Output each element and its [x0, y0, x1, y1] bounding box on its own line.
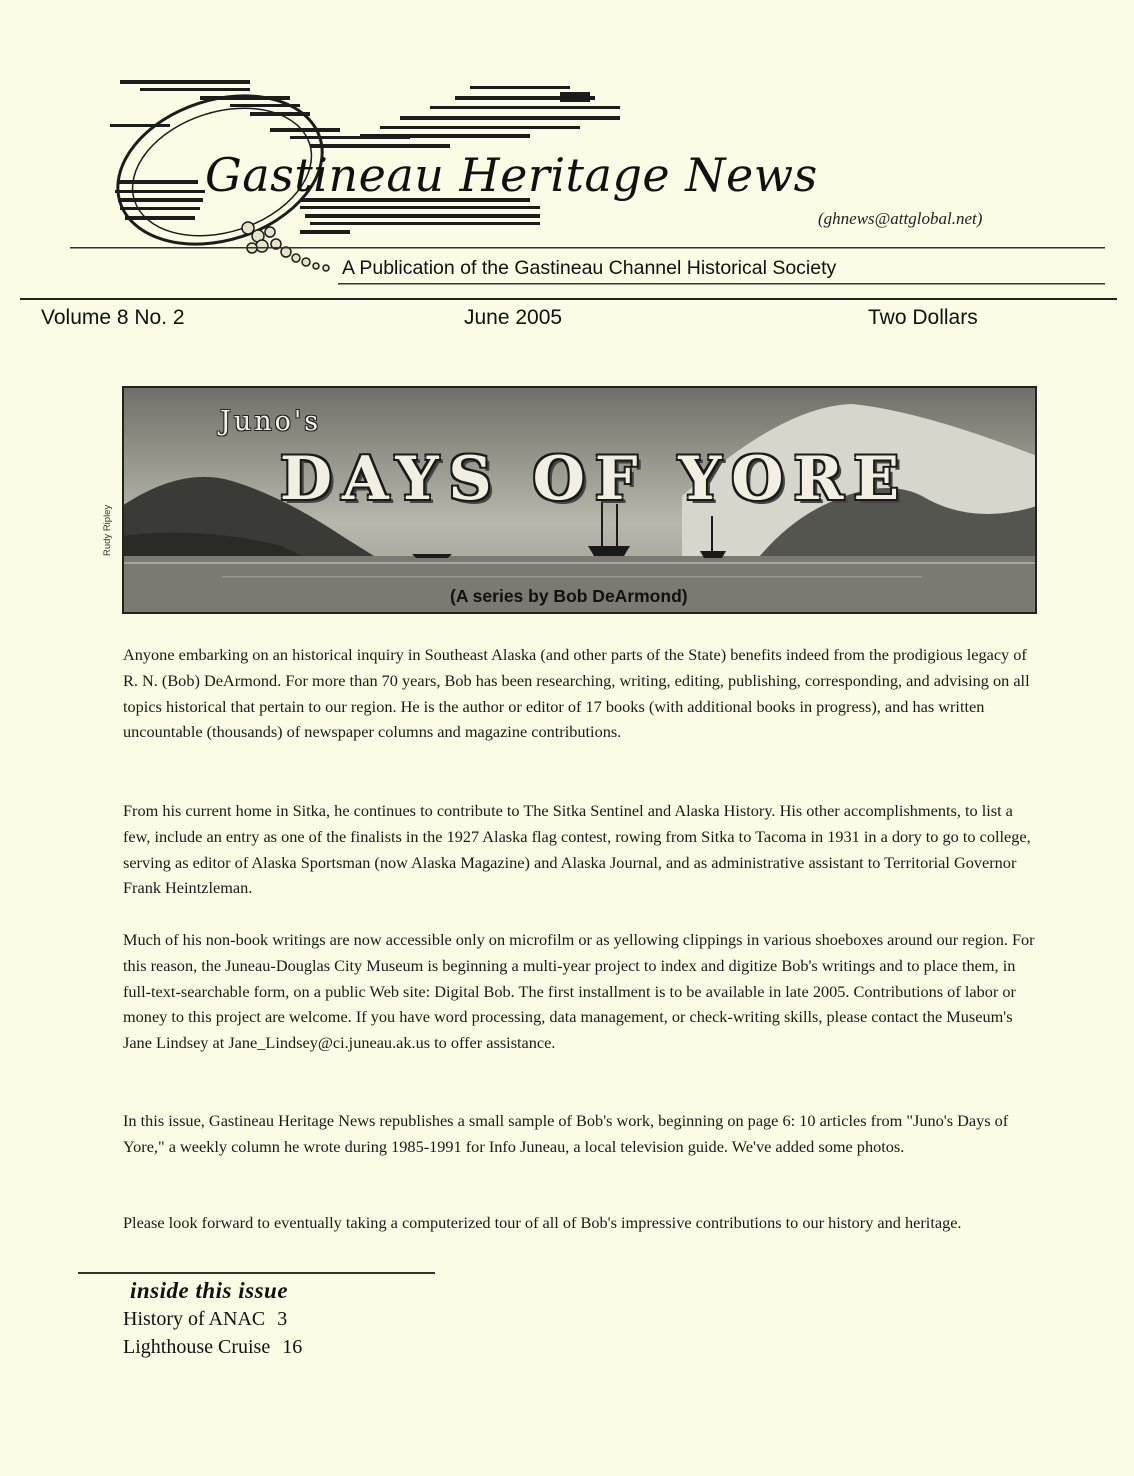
- banner-title: DAYS OF YORE: [280, 444, 910, 514]
- issue-date: June 2005: [464, 306, 563, 329]
- paragraph-5: Please look forward to eventually taking a computerized tour of all of Bob's impressive contributions to our history and heritage.: [123, 1213, 962, 1232]
- toc-item-page: 16: [282, 1336, 303, 1358]
- photo-credit: Rudy Ripley: [102, 504, 113, 556]
- paragraph-2: From his current home in Sitka, he continues to contribute to The Sitka Sentinel and Alaska History. His other accomplishments, to list a few, include an entry as one of the finalists in the 1927 Alaska flag contest, rowing from Sitka to Tacoma in 1931 in a dory to go to college, serving as editor of Alaska Sportsman (now Alaska Magazine) and Alaska Journal, and as administrative assistant to Territorial Governor Frank Heintzleman.: [123, 801, 1031, 898]
- contact-email[interactable]: (ghnews@attglobal.net): [818, 209, 983, 228]
- newsletter-title: Gastineau Heritage News: [205, 148, 818, 202]
- toc-item[interactable]: [123, 1308, 287, 1331]
- toc-item-title: Lighthouse Cruise: [123, 1336, 271, 1358]
- paragraph-4: In this issue, Gastineau Heritage News republishes a small sample of Bob's work, beginning on page 6: 10 articles from "Juno's Days of Yore," a weekly column he wrote during 1985-1991 for Info Juneau, a local television guide. We've added some photos.: [123, 1111, 1009, 1156]
- toc-item-page: 3: [277, 1308, 288, 1330]
- inside-divider: [78, 1272, 435, 1274]
- banner-subtitle: (A series by Bob DeArmond): [450, 586, 688, 606]
- paragraph-3: Much of his non-book writings are now accessible only on microfilm or as yellowing clippings in various shoeboxes around our region. For this reason, the Juneau-Douglas City Museum is beginning a multi-year project to index and digitize Bob's writings and to place them, in full-text-searchable form, on a public Web site: Digital Bob. The first installment is to be available in late 2005. Contributions of labor or money to this project are welcome. If you have word processing, data management, or check-writing skills, please contact the Museum's Jane Lindsey at Jane_Lindsey@ci.juneau.ak.us to offer assistance.: [123, 930, 1035, 1053]
- paragraph-1: Anyone embarking on an historical inquiry in Southeast Alaska (and other parts of the State) benefits indeed from the prodigious legacy of R. N. (Bob) DeArmond. For more than 70 years, Bob has been researching, writing, editing, publishing, corresponding, and advising on all topics historical that pertain to our region. He is the author or editor of 17 books (with additional books in progress), and has written uncountable (thousands) of newspaper columns and magazine contributions.: [123, 645, 1030, 742]
- toc-item[interactable]: [123, 1336, 302, 1359]
- inside-heading: inside this issue: [130, 1278, 289, 1303]
- toc-item-title: History of ANAC: [123, 1308, 266, 1330]
- banner-prefix: Juno's: [220, 406, 322, 437]
- issue-volume: Volume 8 No. 2: [41, 306, 185, 329]
- publication-line: A Publication of the Gastineau Channel Historical Society: [342, 257, 837, 279]
- masthead: [0, 0, 1134, 300]
- issue-price: Two Dollars: [868, 306, 978, 329]
- days-of-yore-banner: [122, 386, 1037, 614]
